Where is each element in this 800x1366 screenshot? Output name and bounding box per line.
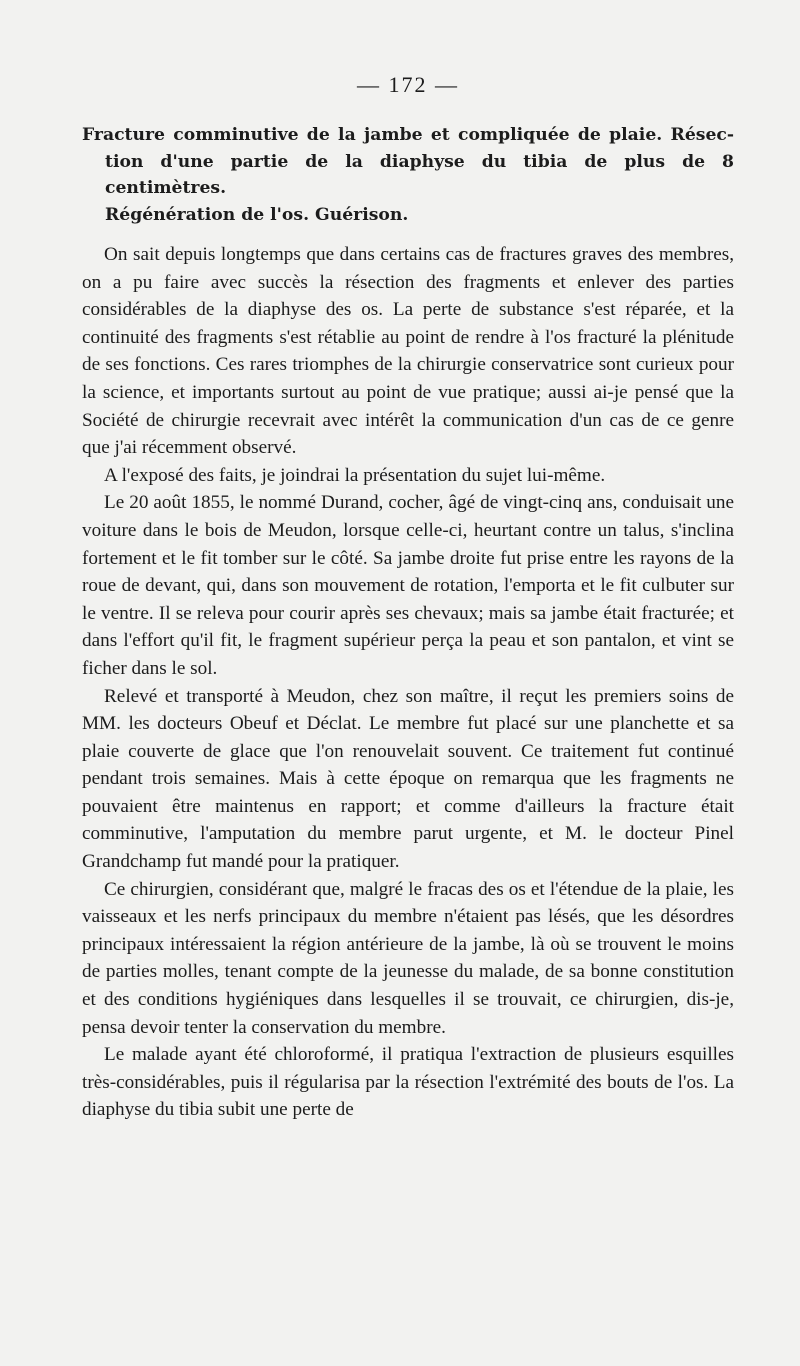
paragraph-first-care: Relevé et transporté à Meudon, chez son maître, il reçut les premiers soins de MM. les docteurs Obeuf et Déclat. Le membre fut placé sur une planchette et sa plaie couverte de glace que l'on renouvelait souvent. Ce traitement fut continué pendant trois semaines. Mais à cette époque on remarqua que les fragments ne pouvaient être maintenus en rapport; et comme d'ailleurs la fracture était comminutive, l'amputation du membre parut urgente, et M. le docteur Pinel Grandchamp fut mandé pour la pratiquer.: [82, 685, 734, 873]
title-line-3: Régénération de l'os. Guérison.: [105, 204, 409, 225]
paragraph-surgeon-decision: Ce chirurgien, considérant que, malgré le fracas des os et l'étendue de la plaie, les vaisseaux et les nerfs principaux du membre n'étaient pas lésés, que les désordres principaux intéressaient la région antérieure de la jambe, là où se trouvent le moins de parties molles, tenant compte de la jeunesse du malade, de sa bonne constitution et des conditions hygiéniques dans lesquelles il se trouvait, ce chirurgien, dis-je, pensa devoir tenter la conservation du membre.: [82, 878, 734, 1038]
article-title: [82, 122, 734, 228]
paragraph-accident: Le 20 août 1855, le nommé Durand, cocher, âgé de vingt-cinq ans, conduisait une voiture dans le bois de Meudon, lorsque celle-ci, heurtant contre un talus, s'inclina fortement et le fit tomber sur le côté. Sa jambe droite fut prise entre les rayons de la roue de devant, qui, dans son mouvement de rotation, l'emporta et le fit culbuter sur le ventre. Il se releva pour courir après ses chevaux; mais sa jambe était fracturée; et dans l'effort qu'il fit, le fragment supérieur perça la peau et son pantalon, et vint se ficher dans le sol.: [82, 492, 734, 679]
paragraph-presentation: A l'exposé des faits, je joindrai la présentation du sujet lui-même.: [104, 464, 606, 486]
title-line-2: tion d'une partie de la diaphyse du tibia de plus de 8 centimètres.: [105, 151, 734, 198]
paragraph-intro: On sait depuis longtemps que dans certains cas de fractures graves des membres, on a pu faire avec succès la résection des fragments et enlever des parties considérables de la diaphyse des os. La perte de substance s'est réparée, et la continuité des fragments s'est rétablie au point de rendre à l'os fracturé la plénitude de ses fonctions. Ces rares triomphes de la chirurgie conservatrice sont curieux pour la science, et importants surtout au point de vue pratique; aussi ai-je pensé que la Société de chirurgie recevrait avec intérêt la communication d'un cas de ce genre que j'ai récemment observé.: [82, 244, 734, 459]
page-number: — 172 —: [357, 72, 459, 97]
book-page: [82, 70, 734, 1124]
article-body: [82, 241, 734, 1124]
paragraph-operation: Le malade ayant été chloroformé, il pratiqua l'extraction de plusieurs esquilles très-considérables, puis il régularisa par la résection l'extrémité des bouts de l'os. La diaphyse du tibia subit une perte de: [82, 1044, 734, 1121]
title-line-1: Fracture comminutive de la jambe et compliquée de plaie. Résec-: [82, 125, 734, 145]
